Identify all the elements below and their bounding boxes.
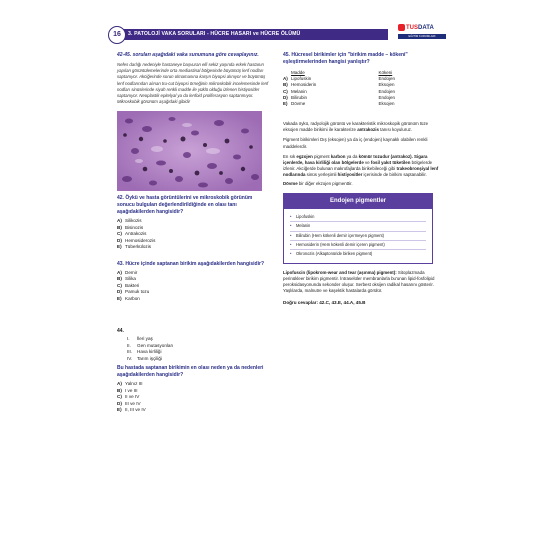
header-koken-text: Kökeni — [378, 70, 393, 75]
logo-mark-icon — [398, 24, 405, 31]
option-letter: A) — [117, 218, 122, 224]
option-letter: A) — [283, 76, 288, 82]
option-letter: D) — [117, 400, 122, 406]
question-43 — [117, 261, 270, 303]
micrograph-image — [117, 111, 262, 191]
logo-tus: TUS — [406, 25, 418, 32]
q43-options — [117, 270, 270, 303]
option-text: II ve IV — [125, 394, 140, 400]
option-text: II, III ve IV — [125, 407, 146, 413]
option-text: Bisinozis — [125, 224, 144, 230]
option-letter: D) — [117, 237, 122, 243]
p3l: histiyositler — [337, 171, 363, 177]
q43-number: 43. — [117, 260, 124, 267]
pigment-item: • Lipofuskin — [290, 213, 426, 222]
option-letter: C) — [283, 88, 288, 94]
p3f: kömür tozudur (antrakoz). Sigara içenlerde, hava kirliliği olan bölgelerde — [283, 153, 428, 165]
statement-text: İleri yaş — [137, 336, 153, 342]
q45-matching-table — [283, 70, 433, 107]
option-madde: Bilirubin — [291, 94, 308, 100]
chapter-header: 3. PATOLOJİ VAKA SORULARI - HÜCRE HASARI ve HÜCRE ÖLÜMÜ — [118, 29, 388, 40]
option-letter: C) — [117, 231, 122, 237]
p3j: trakeobronşiyal lenf nodlarında — [283, 165, 439, 177]
option-koken: Endojen — [378, 94, 395, 100]
option-letter: E) — [117, 295, 122, 301]
box-title: Endojen pigmentler — [284, 194, 432, 209]
p3h: fosil yakıt tüketilen — [370, 159, 411, 165]
option-letter: A) — [117, 381, 122, 387]
option-koken: Endojen — [378, 88, 395, 94]
option-letter: B) — [283, 82, 288, 88]
pigment-item: • Hemosiderin (Hem kökenli demir içeren pigment) — [290, 241, 426, 250]
option-text: Hemosiderozis — [125, 237, 156, 243]
q45-option-e[interactable] — [283, 101, 433, 107]
p3g: ve — [363, 159, 371, 165]
p3e: ya da — [345, 153, 359, 159]
q44-statement-4 — [127, 356, 270, 362]
q45-stem: 45. Hücresel birikimler için "birikim madde – kökeni" eşleştirmelerinden hangisi yanlıştır? — [283, 52, 408, 65]
statement-number: II. — [127, 342, 131, 348]
option-letter: B) — [117, 276, 122, 282]
q42-45-instruction: 42-45. soruları aşağıdaki vaka sunumuna göre cevaplayınız. — [117, 52, 259, 58]
pigment-item: • Bilirubin (Hem kökenli demir içermeyen pigment) — [290, 232, 426, 241]
option-koken: Eksojen — [378, 82, 395, 88]
q42-number: 42. — [117, 195, 124, 202]
option-text: Antrakozis — [125, 231, 147, 237]
q44-statements — [117, 336, 270, 362]
option-letter: C) — [117, 394, 122, 400]
option-letter: B) — [117, 387, 122, 393]
q44-number: 44. — [117, 328, 124, 335]
statement-number: IV. — [127, 355, 133, 361]
q43-stem — [117, 261, 270, 268]
option-text: Silika — [125, 276, 136, 282]
q42-text: Öykü ve hasta görüntülerini ve mikroskobik görünüm sonucu bulguları değerlendirildiğinde en olası tanı aşağıdakilerden hangisidir? — [117, 195, 253, 216]
p3a: En sık — [283, 153, 297, 159]
question-42 — [117, 195, 270, 251]
logo-data: DATA — [418, 25, 434, 32]
explanation-paragraph-1 — [283, 121, 443, 133]
tusdata-logo — [398, 24, 446, 44]
statement-text: Tarım işçiliği — [137, 355, 163, 361]
header-madde-text: Madde — [291, 70, 305, 75]
p5-post: Sitoplazmada perinükleer birikim pigmentir. İntraselüler membranlarla bu'unan lipid-fosfolipid peroksidasyonunda sekonder oluşur. Serbest oksijen radikal hasarını gösterir. Yaşlılarda, malnutre ve kaşektik hastalarda görülür. — [283, 269, 435, 293]
para1-pre: Vakada öykü, radyolojik görüntü ve karakteristik mikroskopik görünüm tüze eksojen madde birikimi ile karakterize — [283, 121, 429, 133]
para1-post: tanısı koyuluruz. — [378, 127, 413, 133]
option-text: Tüberkülozis — [125, 244, 152, 250]
para1-bold: antrakozis — [357, 127, 379, 133]
p3d: karbon — [330, 153, 346, 159]
q43-option-e[interactable] — [117, 296, 270, 303]
option-letter: B) — [117, 224, 122, 230]
p3i: bölgelerde izlenir. Akciğerde bulunan makrofajlarda birikebileceği gibi — [283, 159, 433, 171]
pigment-list — [284, 209, 432, 262]
explanation-paragraph-4 — [283, 181, 443, 187]
option-text: Bakteri — [125, 282, 140, 288]
p3b: egzojen — [296, 153, 313, 159]
q42-stem — [117, 195, 270, 216]
correct-answers: Doğru cevaplar: 42.C, 43.E, 44.A, 45.B — [283, 299, 366, 305]
option-letter: C) — [117, 282, 122, 288]
q44-option-e[interactable] — [117, 407, 270, 414]
explanation-paragraph-5 — [283, 270, 443, 294]
option-madde: Hemosiderin — [291, 82, 317, 88]
statement-text: Gen mutasyonları — [137, 342, 174, 348]
endogenous-pigments-box — [283, 193, 433, 263]
p4-post: bir diğer ekzojen pigmenttir. — [297, 180, 353, 186]
logo-wordmark — [398, 24, 446, 33]
logo-subtitle: EĞİTİM KURUMLARI — [398, 34, 446, 39]
pigment-item: • Melanin — [290, 222, 426, 231]
option-madde: Lipofuskin — [291, 76, 312, 82]
option-madde: Melanin — [291, 88, 307, 94]
p3c: pigment — [312, 153, 331, 159]
statement-number: III. — [127, 349, 133, 355]
option-text: Pamuk tozu — [125, 289, 150, 295]
left-column — [117, 52, 270, 414]
option-letter: E) — [117, 407, 122, 413]
option-text: Demir — [125, 269, 138, 275]
option-letter: D) — [117, 289, 122, 295]
option-text: I ve III — [125, 387, 138, 393]
option-letter: E) — [283, 101, 288, 107]
p5-bold: Lipofuscin (lipokrom-wear and tear (aşınma) pigment): — [283, 269, 397, 275]
option-letter: D) — [283, 94, 288, 100]
option-letter: A) — [117, 269, 122, 275]
q42-options — [117, 218, 270, 251]
page-number: 16 — [108, 26, 126, 44]
statement-text: Hava kirliliği — [137, 349, 162, 355]
case-text: Nefes darlığı nedeniyle hastaneye başvuran elli sekiz yaşında erkek hastanın yapılan görüntülemelerinde orta mediastinal bölgesinde büyümüş lenf nodları saptanıyor. Akciğerinde sorun olmamasına karşın biyopsi alınıyor ve büyümüş lenf nodlarından alınan tru-cut biyopsi örneğinin mikroskobik incelemesinde lenf nodları sinüslerinde siyah renkli madde ile yüklü olduğu izlenen histiyositler saptanıyor. Neoplastik epitelyal ya da lenfoid proliferasyon saptanmıyor. Mikroskobik görünüm aşağıdaki gibidir — [117, 62, 269, 105]
p3k: sinüs yerleşimli — [305, 171, 338, 177]
option-koken: Endojen — [378, 76, 395, 82]
right-column — [283, 52, 443, 306]
option-text: III ve IV — [125, 400, 141, 406]
q42-option-e[interactable] — [117, 244, 270, 251]
statement-number: I. — [127, 336, 130, 342]
p3m: içerisinde de birikim saptanabilir. — [362, 171, 427, 177]
option-text: Yalnız III — [125, 381, 143, 387]
pigment-item: • Okronozis (Alkaptonüride biriken pigment) — [290, 250, 426, 258]
explanation-paragraph-2: Pigment birikimleri Dış (eksojen) ya da iç (endojen) kaynaklı olabilen renkli maddelerdir. — [283, 137, 428, 149]
explanation-paragraph-3 — [283, 154, 443, 178]
option-text: Karbon — [125, 295, 140, 301]
question-44 — [117, 328, 270, 413]
q44-options — [117, 381, 270, 414]
p4-bold: Dövme — [283, 180, 298, 186]
option-madde: Dövme — [291, 101, 306, 107]
option-letter: E) — [117, 244, 122, 250]
q44-stem: Bu hastada saptanan birikimin en olası neden ya da nedenleri aşağıdakilerden hangisidir? — [117, 365, 264, 379]
option-text: Silikozis — [125, 218, 142, 224]
q43-text: Hücre içinde saptanan birikim aşağıdakilerden hangisidir? — [125, 260, 264, 267]
option-koken: Eksojen — [378, 101, 395, 107]
